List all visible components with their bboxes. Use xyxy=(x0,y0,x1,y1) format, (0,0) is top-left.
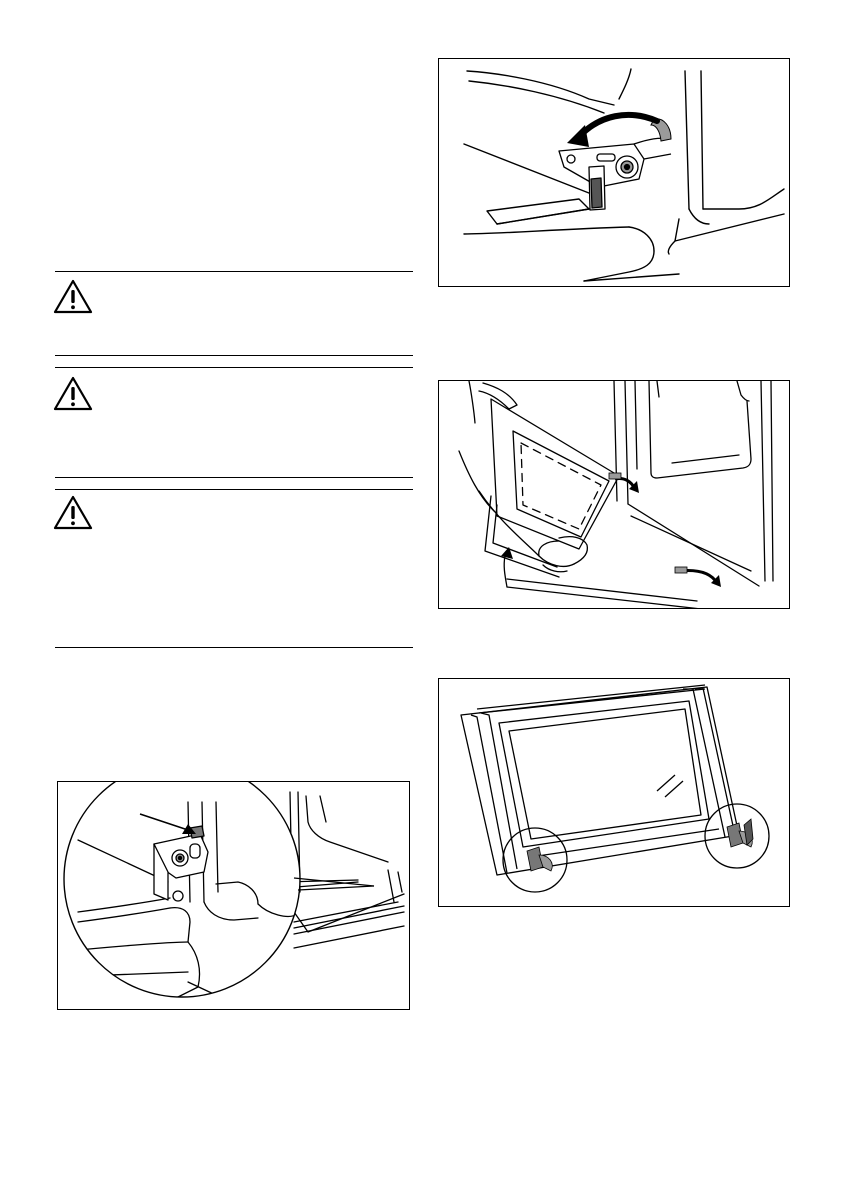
warning-1-top-rule xyxy=(55,271,413,272)
glass-panel-clips-illustration xyxy=(438,678,790,907)
warning-triangle-icon xyxy=(53,279,93,315)
warning-2-top-rule xyxy=(55,367,413,368)
hinge-detail-magnified-illustration xyxy=(57,781,410,1010)
warning-3-bottom-rule xyxy=(55,647,413,648)
door-glass-lift-illustration xyxy=(438,380,790,609)
warning-1-bottom-rule xyxy=(55,355,413,356)
warning-triangle-icon xyxy=(53,495,93,531)
warning-3-top-rule xyxy=(55,489,413,490)
warning-2-bottom-rule xyxy=(55,477,413,478)
warning-triangle-icon xyxy=(53,376,93,412)
hinge-lever-rotate-illustration xyxy=(438,58,790,287)
